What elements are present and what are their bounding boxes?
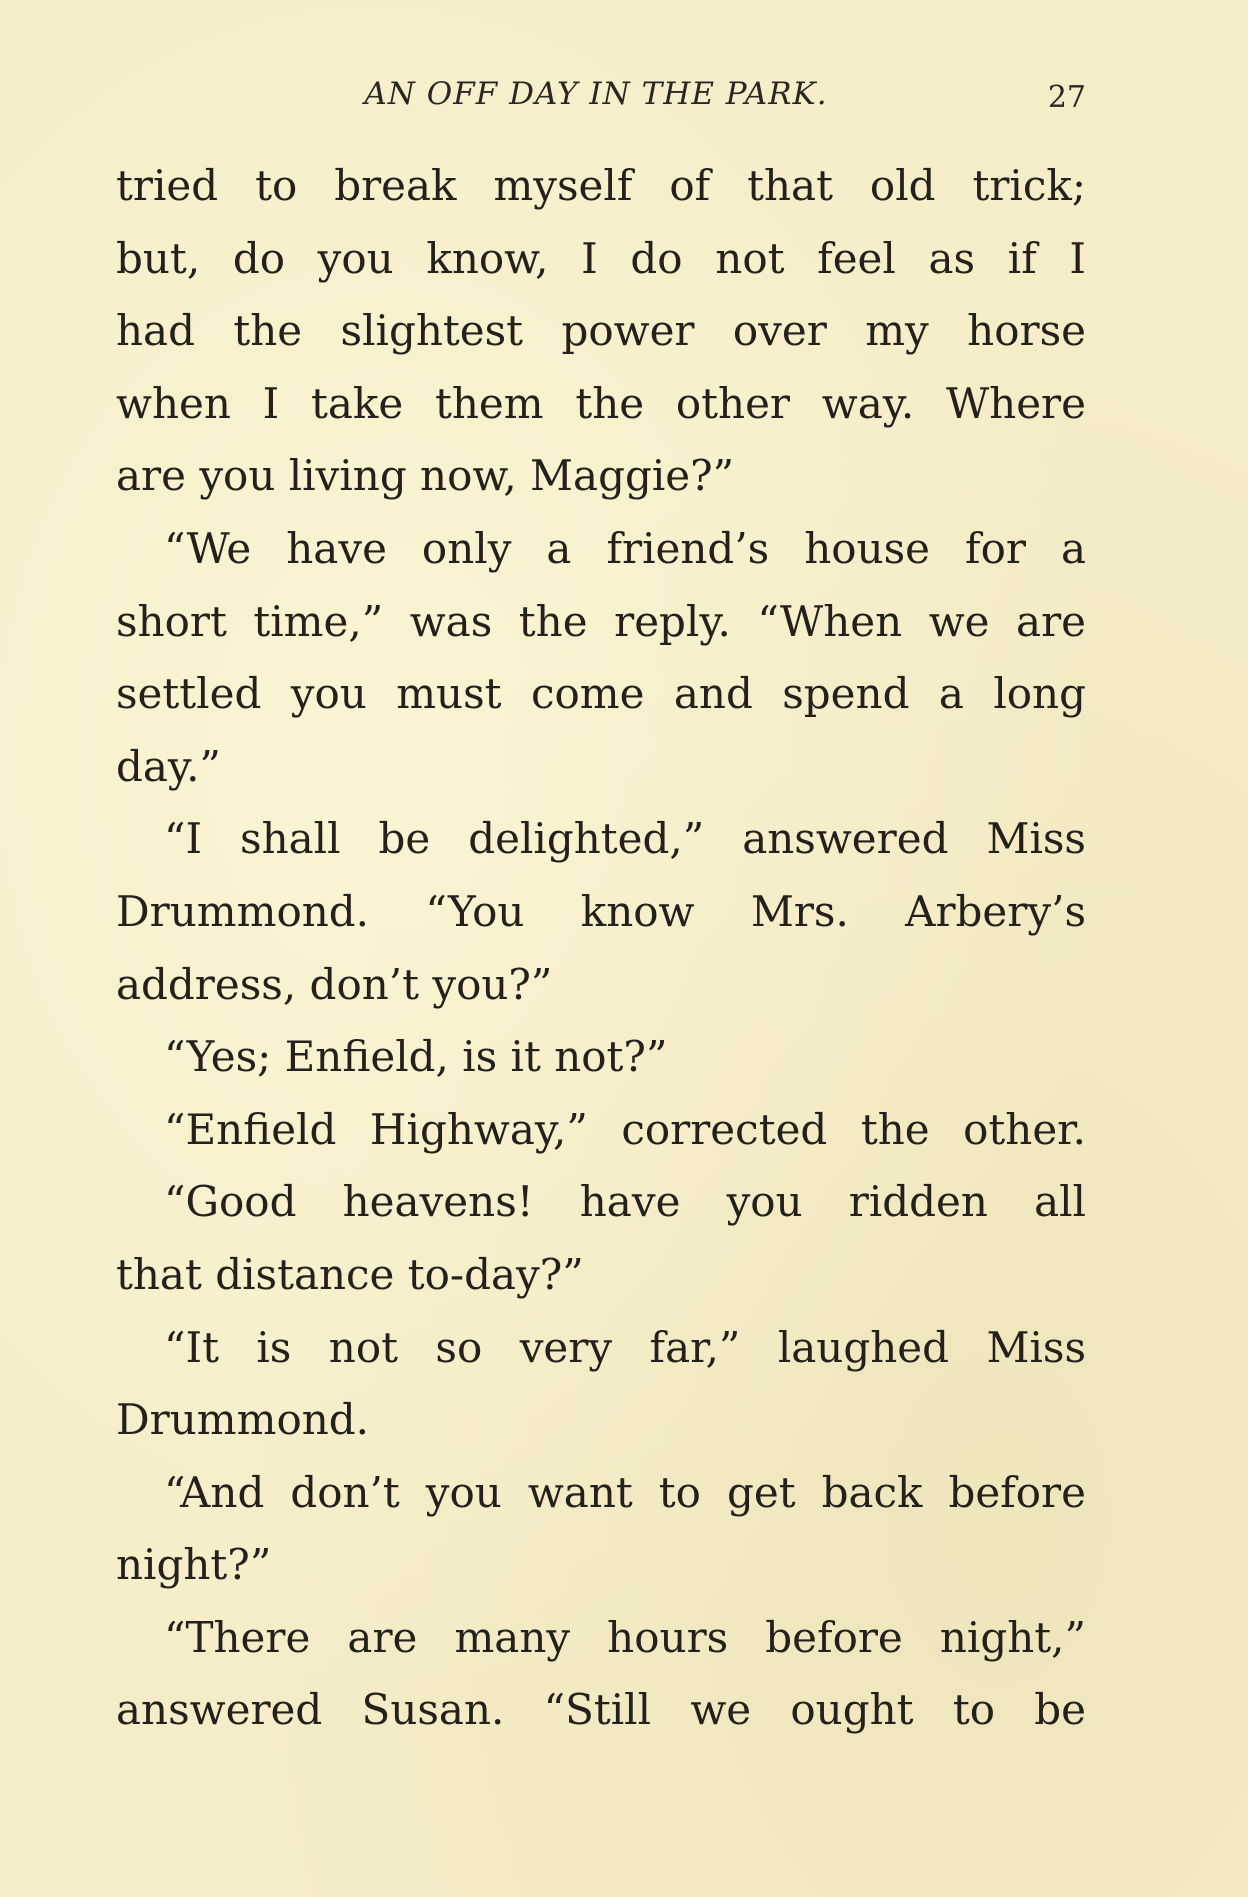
- text-line: “It is not so very far,” laughed Miss: [164, 1322, 1086, 1372]
- page-number: 27: [1047, 80, 1086, 115]
- text-line: when I take them the other way. Where: [116, 378, 1086, 428]
- text-line: “And don’t you want to get back before: [164, 1467, 1086, 1517]
- running-title: AN OFF DAY IN THE PARK.: [364, 76, 828, 112]
- text-line: are you living now, Maggie?”: [116, 451, 735, 501]
- text-line: “Enfield Highway,” corrected the other.: [164, 1104, 1086, 1154]
- text-line: but, do you know, I do not feel as if I: [116, 233, 1086, 283]
- text-line: day.”: [116, 741, 221, 791]
- text-line: Drummond. “You know Mrs. Arbery’s: [116, 886, 1086, 936]
- text-line: “Yes; Enfield, is it not?”: [164, 1032, 668, 1082]
- text-line: “I shall be delighted,” answered Miss: [164, 814, 1086, 864]
- text-line: answered Susan. “Still we ought to be: [116, 1685, 1086, 1735]
- text-line: address, don’t you?”: [116, 959, 553, 1009]
- text-line: Drummond.: [116, 1395, 370, 1445]
- text-line: short time,” was the reply. “When we are: [116, 596, 1086, 646]
- page-header: [116, 76, 1086, 126]
- text-line: “There are many hours before night,”: [164, 1612, 1086, 1662]
- text-line: “Good heavens! have you ridden all: [164, 1177, 1086, 1227]
- text-line: night?”: [116, 1540, 272, 1590]
- body-text: [116, 150, 1086, 1747]
- text-line: settled you must come and spend a long: [116, 669, 1086, 719]
- text-line: tried to break myself of that old trick;: [116, 161, 1086, 210]
- text-line: “We have only a friend’s house for a: [164, 523, 1086, 573]
- text-line: that distance to-day?”: [116, 1249, 584, 1299]
- text-line: had the slightest power over my horse: [116, 306, 1086, 356]
